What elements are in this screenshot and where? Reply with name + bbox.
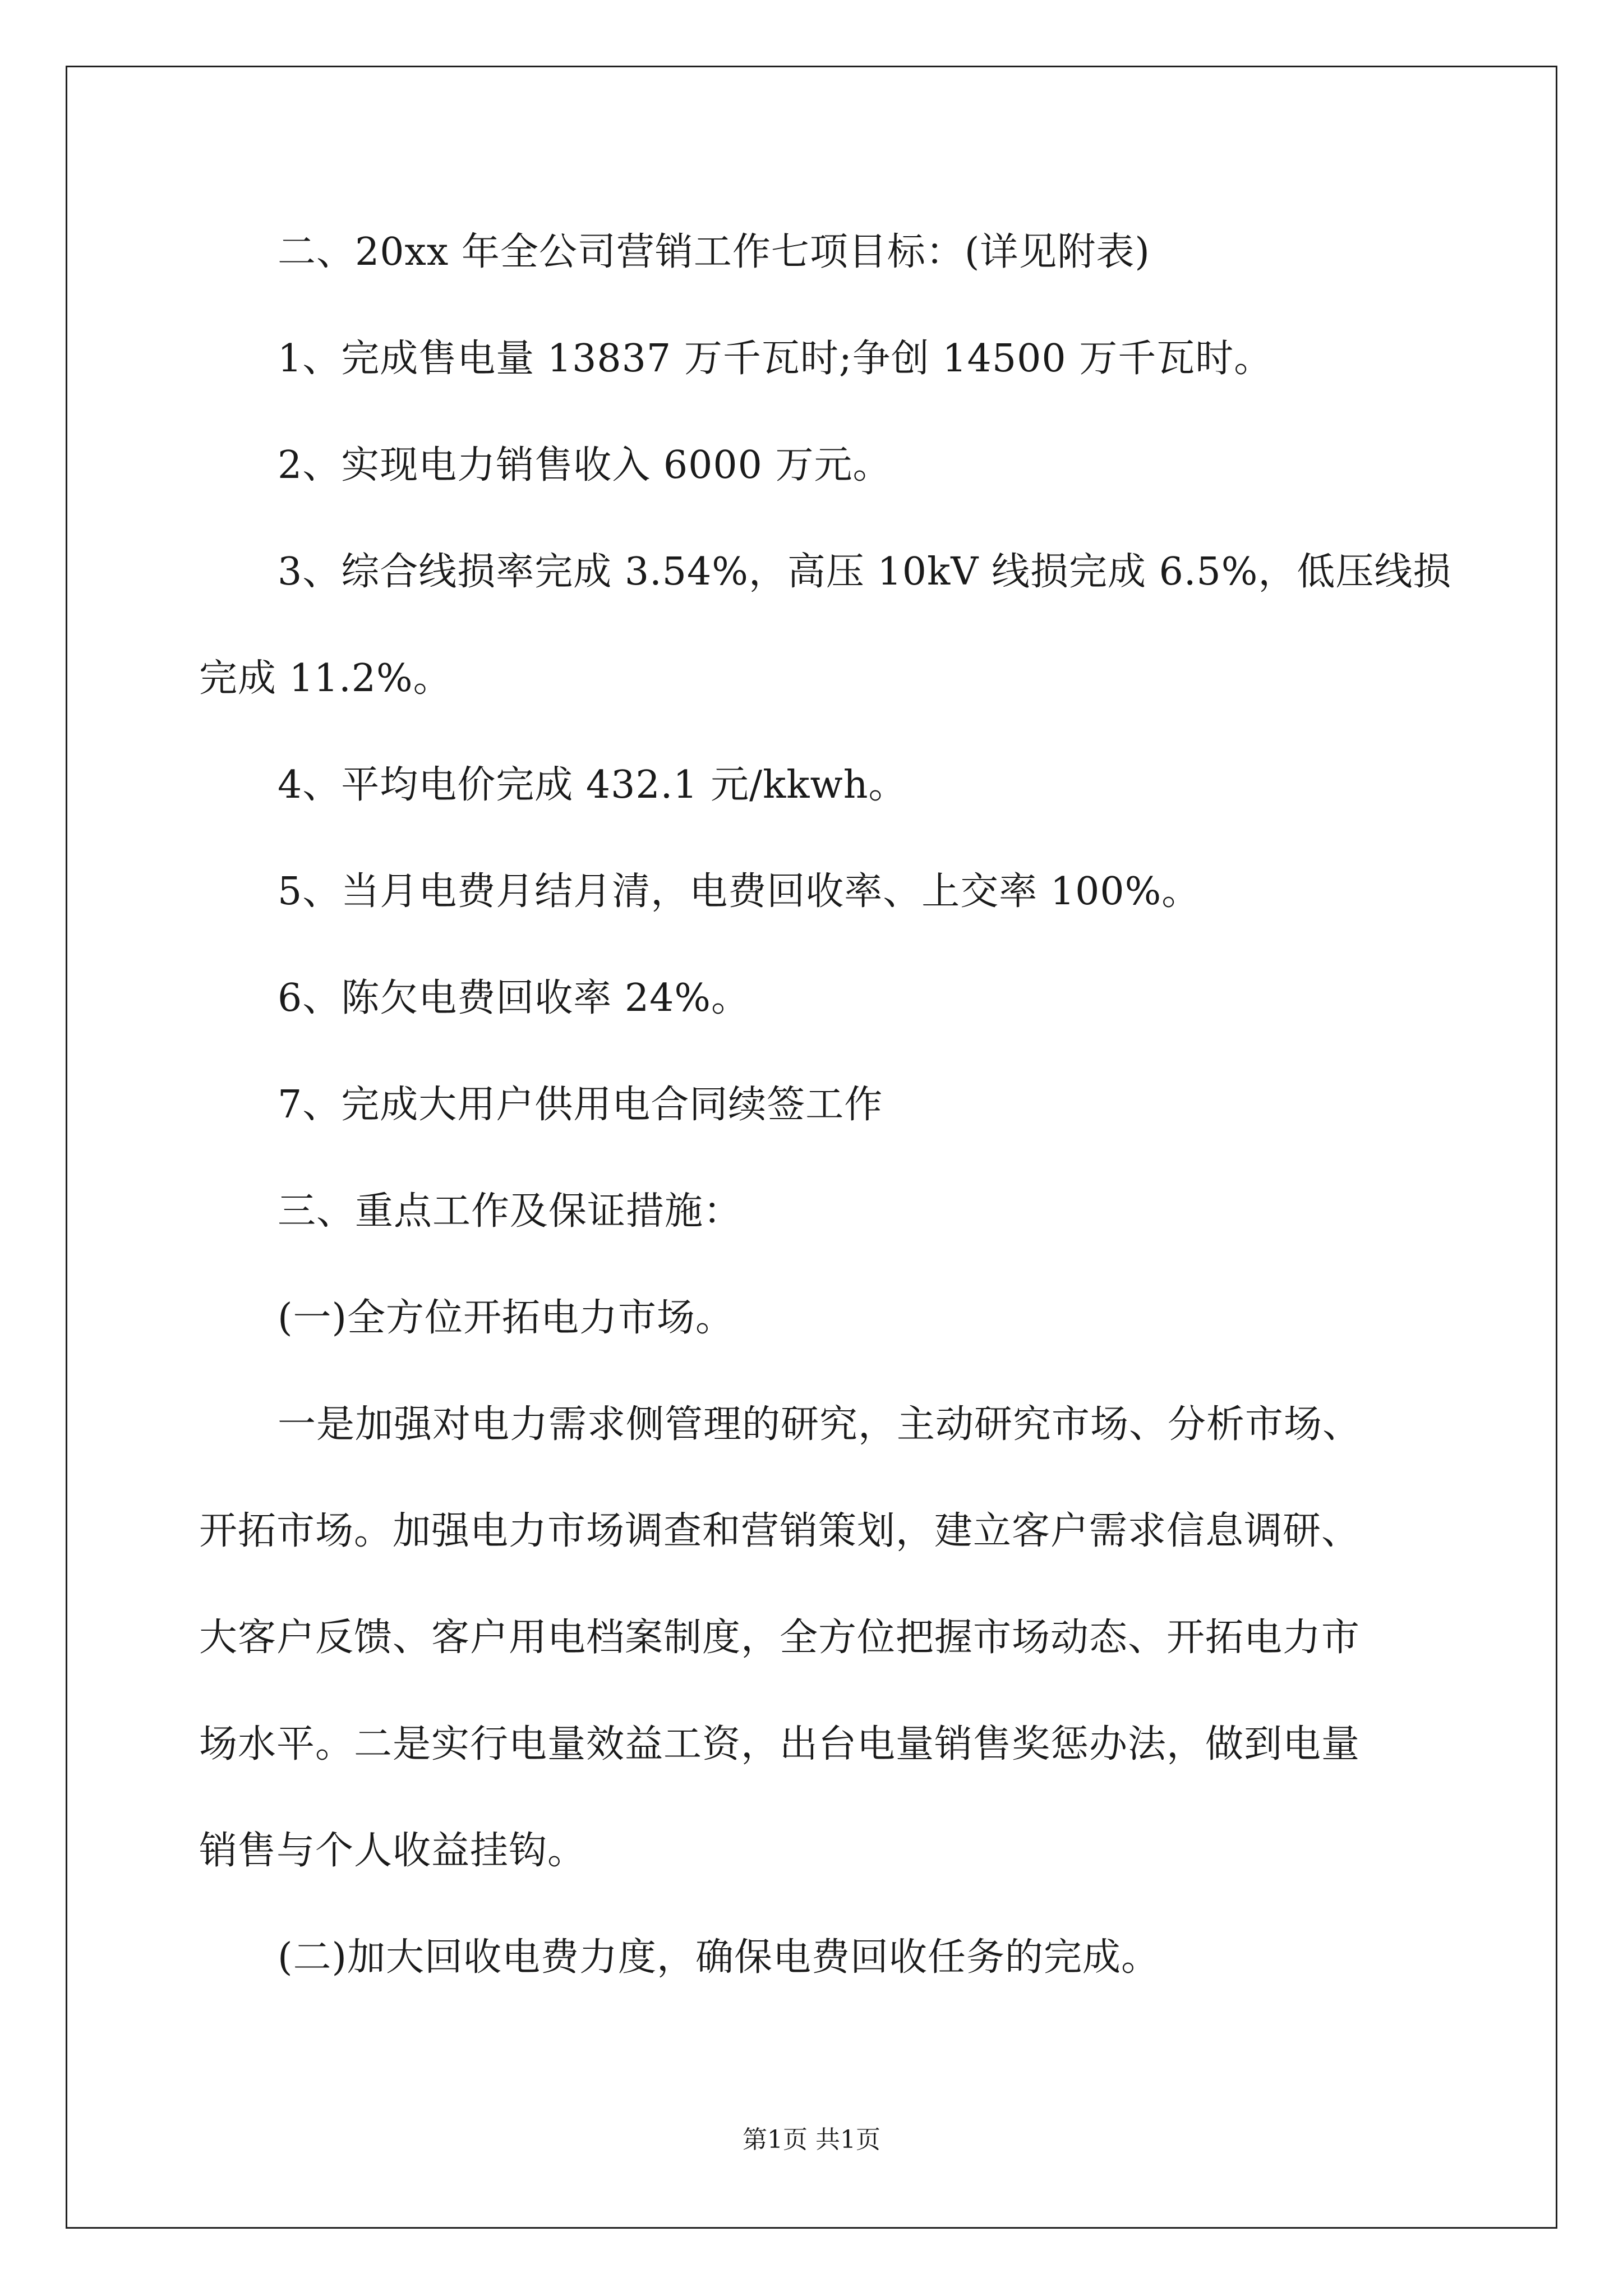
goal-item-1: 1、完成售电量 13837 万千瓦时;争创 14500 万千瓦时。 [278,337,1273,381]
goal-item-5: 5、当月电费月结月清，电费回收率、上交率 100%。 [278,869,1201,914]
goal-item-7: 7、完成大用户供用电合同续签工作 [278,1083,883,1127]
paragraph-line-2: 开拓市场。加强电力市场调查和营销策划，建立客户需求信息调研、 [199,1509,1361,1553]
subsection-heading-1: (一)全方位开拓电力市场。 [278,1296,735,1340]
paragraph-line-5: 销售与个人收益挂钩。 [199,1829,587,1873]
goal-item-3: 3、综合线损率完成 3.54%，高压 10kV 线损完成 6.5%，低压线损 [278,550,1452,594]
goal-item-3-cont: 完成 11.2%。 [199,656,452,701]
paragraph-line-4: 场水平。二是实行电量效益工资，出台电量销售奖惩办法，做到电量 [199,1722,1361,1766]
section-heading-3: 三、重点工作及保证措施： [278,1189,743,1234]
paragraph-line-1: 一是加强对电力需求侧管理的研究，主动研究市场、分析市场、 [278,1402,1362,1447]
page-border [66,66,1557,2229]
page-footer: 第1页 共1页 [743,2125,880,2154]
goal-item-6: 6、陈欠电费回收率 24%。 [278,976,750,1020]
section-heading-2: 二、20xx 年全公司营销工作七项目标：(详见附表) [278,230,1150,274]
subsection-heading-2: (二)加大回收电费力度，确保电费回收任务的完成。 [278,1935,1160,1980]
goal-item-4: 4、平均电价完成 432.1 元/kkwh。 [278,763,907,807]
paragraph-line-3: 大客户反馈、客户用电档案制度，全方位把握市场动态、开拓电力市 [199,1616,1361,1660]
goal-item-2: 2、实现电力销售收入 6000 万元。 [278,443,892,487]
